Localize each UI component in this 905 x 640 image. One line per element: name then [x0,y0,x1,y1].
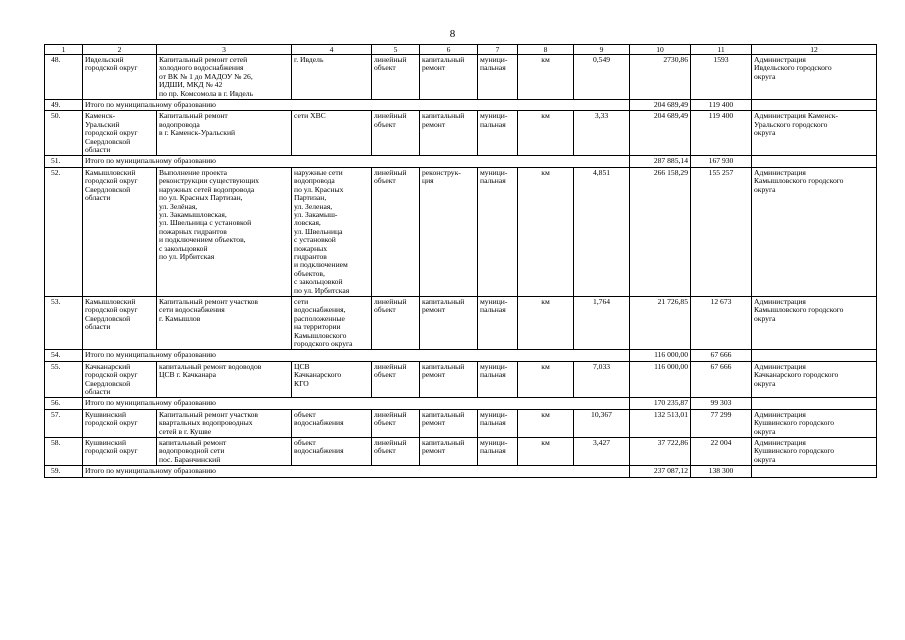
work-type-cell: капитальный ремонт [420,438,478,466]
power-cell: 138 300 [691,466,752,477]
ownership-cell: муници- пальная [478,296,518,349]
column-number: 6 [420,45,478,55]
quantity-cell: 3,427 [574,438,630,466]
column-number: 5 [372,45,420,55]
table-row [45,55,877,100]
row-number: 59. [45,466,83,477]
ownership-cell: муници- пальная [478,167,518,296]
object-name-cell: Капитальный ремонт участков сети водоснабжения г. Камышлов [157,296,292,349]
object-cell: сети ХВС [292,111,372,156]
row-number: 56. [45,398,83,409]
column-number: 3 [157,45,292,55]
object-kind-cell: линейный объект [372,296,420,349]
column-number: 11 [691,45,752,55]
quantity-cell: 4,851 [574,167,630,296]
unit-cell: км [518,111,574,156]
quantity-cell: 3,33 [574,111,630,156]
cost-cell: 21 726,85 [630,296,691,349]
objects-table [44,44,877,478]
page-number: 8 [449,28,456,40]
total-label: Итого по муниципальному образованию [83,156,630,167]
cost-cell: 204 689,49 [630,100,691,111]
empty-cell [752,466,877,477]
power-cell: 77 299 [691,409,752,437]
empty-cell [752,350,877,361]
unit-cell: км [518,55,574,100]
column-number: 9 [574,45,630,55]
object-cell: объект водоснабжения [292,409,372,437]
object-kind-cell: линейный объект [372,361,420,398]
object-name-cell: капитальный ремонт водопроводной сети пос. Баранчинский [157,438,292,466]
object-cell: г. Ивдель [292,55,372,100]
table-row [45,167,877,296]
cost-cell: 237 087,12 [630,466,691,477]
row-number: 55. [45,361,83,398]
power-cell: 167 930 [691,156,752,167]
quantity-cell: 1,764 [574,296,630,349]
row-number: 51. [45,156,83,167]
ownership-cell: муници- пальная [478,111,518,156]
object-kind-cell: линейный объект [372,111,420,156]
work-type-cell: капитальный ремонт [420,296,478,349]
municipality-cell: Камышловский городской округ Свердловской области [83,296,157,349]
customer-cell: Администрация Кушвинского городского округа [752,438,877,466]
row-number: 58. [45,438,83,466]
object-kind-cell: линейный объект [372,409,420,437]
object-name-cell: Капитальный ремонт участков квартальных водопроводных сетей в г. Кушве [157,409,292,437]
total-label: Итого по муниципальному образованию [83,350,630,361]
table-row [45,296,877,349]
empty-cell [752,100,877,111]
cost-cell: 204 689,49 [630,111,691,156]
power-cell: 67 666 [691,361,752,398]
unit-cell: км [518,409,574,437]
object-kind-cell: линейный объект [372,55,420,100]
table-row [45,111,877,156]
total-row [45,398,877,409]
power-cell: 155 257 [691,167,752,296]
row-number: 53. [45,296,83,349]
power-cell: 1593 [691,55,752,100]
object-cell: ЦСВ Качканарского КГО [292,361,372,398]
quantity-cell: 0,549 [574,55,630,100]
customer-cell: Администрация Камышловского городского округа [752,167,877,296]
row-number: 50. [45,111,83,156]
power-cell: 119 400 [691,111,752,156]
quantity-cell: 10,367 [574,409,630,437]
power-cell: 67 666 [691,350,752,361]
object-name-cell: Капитальный ремонт водопровода в г. Каменск-Уральский [157,111,292,156]
power-cell: 12 673 [691,296,752,349]
object-cell: сети водоснабжения, расположенные на территории Камышловского городского округа [292,296,372,349]
municipality-cell: Кушвинский городской округ [83,409,157,437]
municipality-cell: Кушвинский городской округ [83,438,157,466]
municipality-cell: Каменск- Уральский городской округ Свердловской области [83,111,157,156]
total-row [45,350,877,361]
object-name-cell: Капитальный ремонт сетей холодного водоснабжения от ВК № 1 до МАДОУ № 26, ИДШИ, МКД № 42 по пр. Комсомола в г. Ивдель [157,55,292,100]
table-row [45,438,877,466]
column-number: 7 [478,45,518,55]
ownership-cell: муници- пальная [478,55,518,100]
cost-cell: 132 513,01 [630,409,691,437]
work-type-cell: капитальный ремонт [420,111,478,156]
total-row [45,156,877,167]
column-number: 1 [45,45,83,55]
cost-cell: 266 158,29 [630,167,691,296]
row-number: 48. [45,55,83,100]
row-number: 49. [45,100,83,111]
municipality-cell: Ивдельский городской округ [83,55,157,100]
quantity-cell: 7,033 [574,361,630,398]
total-label: Итого по муниципальному образованию [83,398,630,409]
column-numbers-row [45,45,877,55]
object-cell: объект водоснабжения [292,438,372,466]
ownership-cell: муници- пальная [478,438,518,466]
total-label: Итого по муниципальному образованию [83,100,630,111]
total-label: Итого по муниципальному образованию [83,466,630,477]
cost-cell: 116 000,00 [630,361,691,398]
total-row [45,100,877,111]
unit-cell: км [518,296,574,349]
unit-cell: км [518,167,574,296]
cost-cell: 2730,86 [630,55,691,100]
municipality-cell: Камышловский городской округ Свердловской области [83,167,157,296]
object-cell: наружные сети водопровода по ул. Красных Партизан, ул. Зеленая, ул. Закамыш- ловская, ул. Швельница с установкой пожарных гидрантов и подключением объектов, с закольцовкой по ул. Ирбитская [292,167,372,296]
cost-cell: 37 722,86 [630,438,691,466]
column-number: 12 [752,45,877,55]
work-type-cell: капитальный ремонт [420,409,478,437]
cost-cell: 116 000,00 [630,350,691,361]
column-number: 2 [83,45,157,55]
column-number: 4 [292,45,372,55]
customer-cell: Администрация Качканарского городского округа [752,361,877,398]
unit-cell: км [518,361,574,398]
table-row [45,361,877,398]
empty-cell [752,156,877,167]
power-cell: 99 303 [691,398,752,409]
table-body [45,45,877,478]
customer-cell: Администрация Камышловского городского округа [752,296,877,349]
customer-cell: Администрация Каменск- Уральского городского округа [752,111,877,156]
customer-cell: Администрация Кушвинского городского округа [752,409,877,437]
unit-cell: км [518,438,574,466]
empty-cell [752,398,877,409]
column-number: 8 [518,45,574,55]
object-name-cell: капитальный ремонт водоводов ЦСВ г. Качканара [157,361,292,398]
ownership-cell: муници- пальная [478,361,518,398]
cost-cell: 287 885,14 [630,156,691,167]
row-number: 57. [45,409,83,437]
table-row [45,409,877,437]
total-row [45,466,877,477]
ownership-cell: муници- пальная [478,409,518,437]
work-type-cell: капитальный ремонт [420,55,478,100]
row-number: 54. [45,350,83,361]
object-kind-cell: линейный объект [372,438,420,466]
municipality-cell: Качканарский городской округ Свердловской области [83,361,157,398]
row-number: 52. [45,167,83,296]
power-cell: 119 400 [691,100,752,111]
work-type-cell: капитальный ремонт [420,361,478,398]
object-name-cell: Выполнение проекта реконструкции существующих наружных сетей водопровода по ул. Красных Партизан, ул. Зелёная, ул. Закамышловская, ул. Швельница с установкой пожарных гидрантов и подключением объектов, с закольцовкой по ул. Ирбитская [157,167,292,296]
power-cell: 22 004 [691,438,752,466]
customer-cell: Администрация Ивдельского городского округа [752,55,877,100]
cost-cell: 170 235,87 [630,398,691,409]
object-kind-cell: линейный объект [372,167,420,296]
column-number: 10 [630,45,691,55]
work-type-cell: реконструк- ция [420,167,478,296]
